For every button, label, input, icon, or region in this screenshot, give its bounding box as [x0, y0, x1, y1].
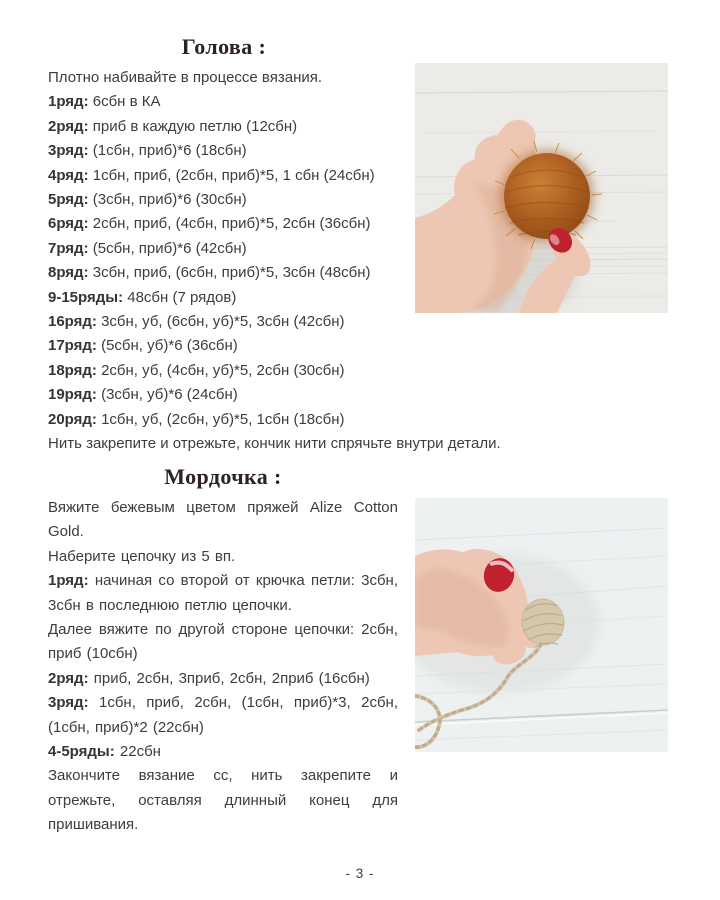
row-label: 19ряд:: [48, 386, 97, 404]
row-text: приб в каждую петлю (12сбн): [92, 117, 298, 135]
pattern-line: [48, 569, 398, 618]
row-label: 5ряд:: [48, 191, 89, 209]
row-text: 1сбн, приб, (2сбн, приб)*5, 1 сбн (24сбн): [92, 166, 375, 184]
row-label: 17ряд:: [48, 337, 97, 355]
row-text: (3сбн, уб)*6 (24сбн): [101, 386, 238, 404]
photo-head-ball: [415, 63, 668, 313]
row-label: 9-15ряды:: [48, 288, 124, 306]
row-text: 48сбн (7 рядов): [127, 288, 237, 306]
row-text: Нить закрепите и отрежьте, кончик нити спрячьте внутри детали.: [48, 435, 501, 453]
pattern-line: [48, 432, 513, 456]
row-label: 3ряд:: [48, 142, 89, 160]
row-label: 2ряд:: [48, 669, 89, 687]
row-text: Вяжите бежевым цветом пряжей Alize Cotton Gold.: [48, 499, 398, 541]
row-text: (3сбн, приб)*6 (30сбн): [92, 191, 247, 209]
row-text: приб, 2сбн, 3приб, 2сбн, 2приб (16сбн): [93, 669, 370, 687]
pattern-line: [48, 359, 513, 383]
row-label: 7ряд:: [48, 239, 89, 257]
row-text: (1сбн, приб)*6 (18сбн): [92, 142, 247, 160]
photo-muzzle-piece: [415, 498, 668, 752]
row-label: 4ряд:: [48, 166, 89, 184]
row-text: 22сбн: [119, 743, 161, 761]
row-text: 3сбн, приб, (6сбн, приб)*5, 3сбн (48сбн): [92, 264, 371, 282]
row-text: 1сбн, уб, (2сбн, уб)*5, 1сбн (18сбн): [101, 410, 345, 428]
row-text: 1сбн, приб, 2сбн, (1сбн, приб)*3, 2сбн, (1сбн, приб)*2 (22сбн): [48, 694, 398, 736]
row-text: 2сбн, уб, (4сбн, уб)*5, 2сбн (30сбн): [101, 361, 345, 379]
row-label: 1ряд:: [48, 572, 89, 590]
row-text: начиная со второй от крючка петли: 3сбн, 3сбн в последнюю петлю цепочки.: [48, 572, 399, 614]
pattern-line: [48, 545, 398, 569]
row-label: 16ряд:: [48, 313, 97, 331]
row-text: 2сбн, приб, (4сбн, приб)*5, 2сбн (36сбн): [92, 215, 371, 233]
row-text: Наберите цепочку из 5 вп.: [48, 547, 236, 565]
row-label: 4-5ряды:: [48, 743, 115, 761]
row-text: 6сбн в КА: [92, 93, 161, 111]
section-head-title: Голова :: [181, 34, 267, 59]
row-label: 2ряд:: [48, 117, 89, 135]
section-muzzle-title: Мордочка :: [164, 464, 282, 489]
row-label: 6ряд:: [48, 215, 89, 233]
row-label: 1ряд:: [48, 93, 89, 111]
crochet-ball: [504, 153, 590, 239]
row-label: 18ряд:: [48, 361, 97, 379]
pattern-line: [48, 740, 398, 764]
pattern-line: [48, 667, 398, 691]
pattern-line: [48, 383, 513, 407]
pattern-line: [48, 691, 398, 740]
pattern-line: [48, 310, 513, 334]
row-text: 3сбн, уб, (6сбн, уб)*5, 3сбн (42сбн): [101, 313, 345, 331]
pattern-line: [48, 408, 513, 432]
section-muzzle: [48, 464, 398, 838]
row-label: 8ряд:: [48, 264, 89, 282]
row-text: (5сбн, приб)*6 (42сбн): [92, 239, 247, 257]
row-label: 20ряд:: [48, 410, 97, 428]
row-text: Плотно набивайте в процессе вязания.: [48, 69, 323, 86]
page-number: - 3 -: [345, 866, 375, 881]
row-text: (5сбн, уб)*6 (36сбн): [101, 337, 238, 355]
row-text: Закончите вязание сс, нить закрепите и отрежьте, оставляя длинный конец для пришивания.: [48, 767, 398, 834]
muzzle-pattern-lines: [48, 496, 398, 838]
row-text: Далее вяжите по другой стороне цепочки: 2сбн, приб (10сбн): [48, 621, 398, 663]
pattern-line: [48, 334, 513, 358]
pattern-line: [48, 764, 398, 837]
pattern-line: [48, 496, 398, 545]
pattern-line: [48, 618, 398, 667]
row-label: 3ряд:: [48, 694, 89, 712]
